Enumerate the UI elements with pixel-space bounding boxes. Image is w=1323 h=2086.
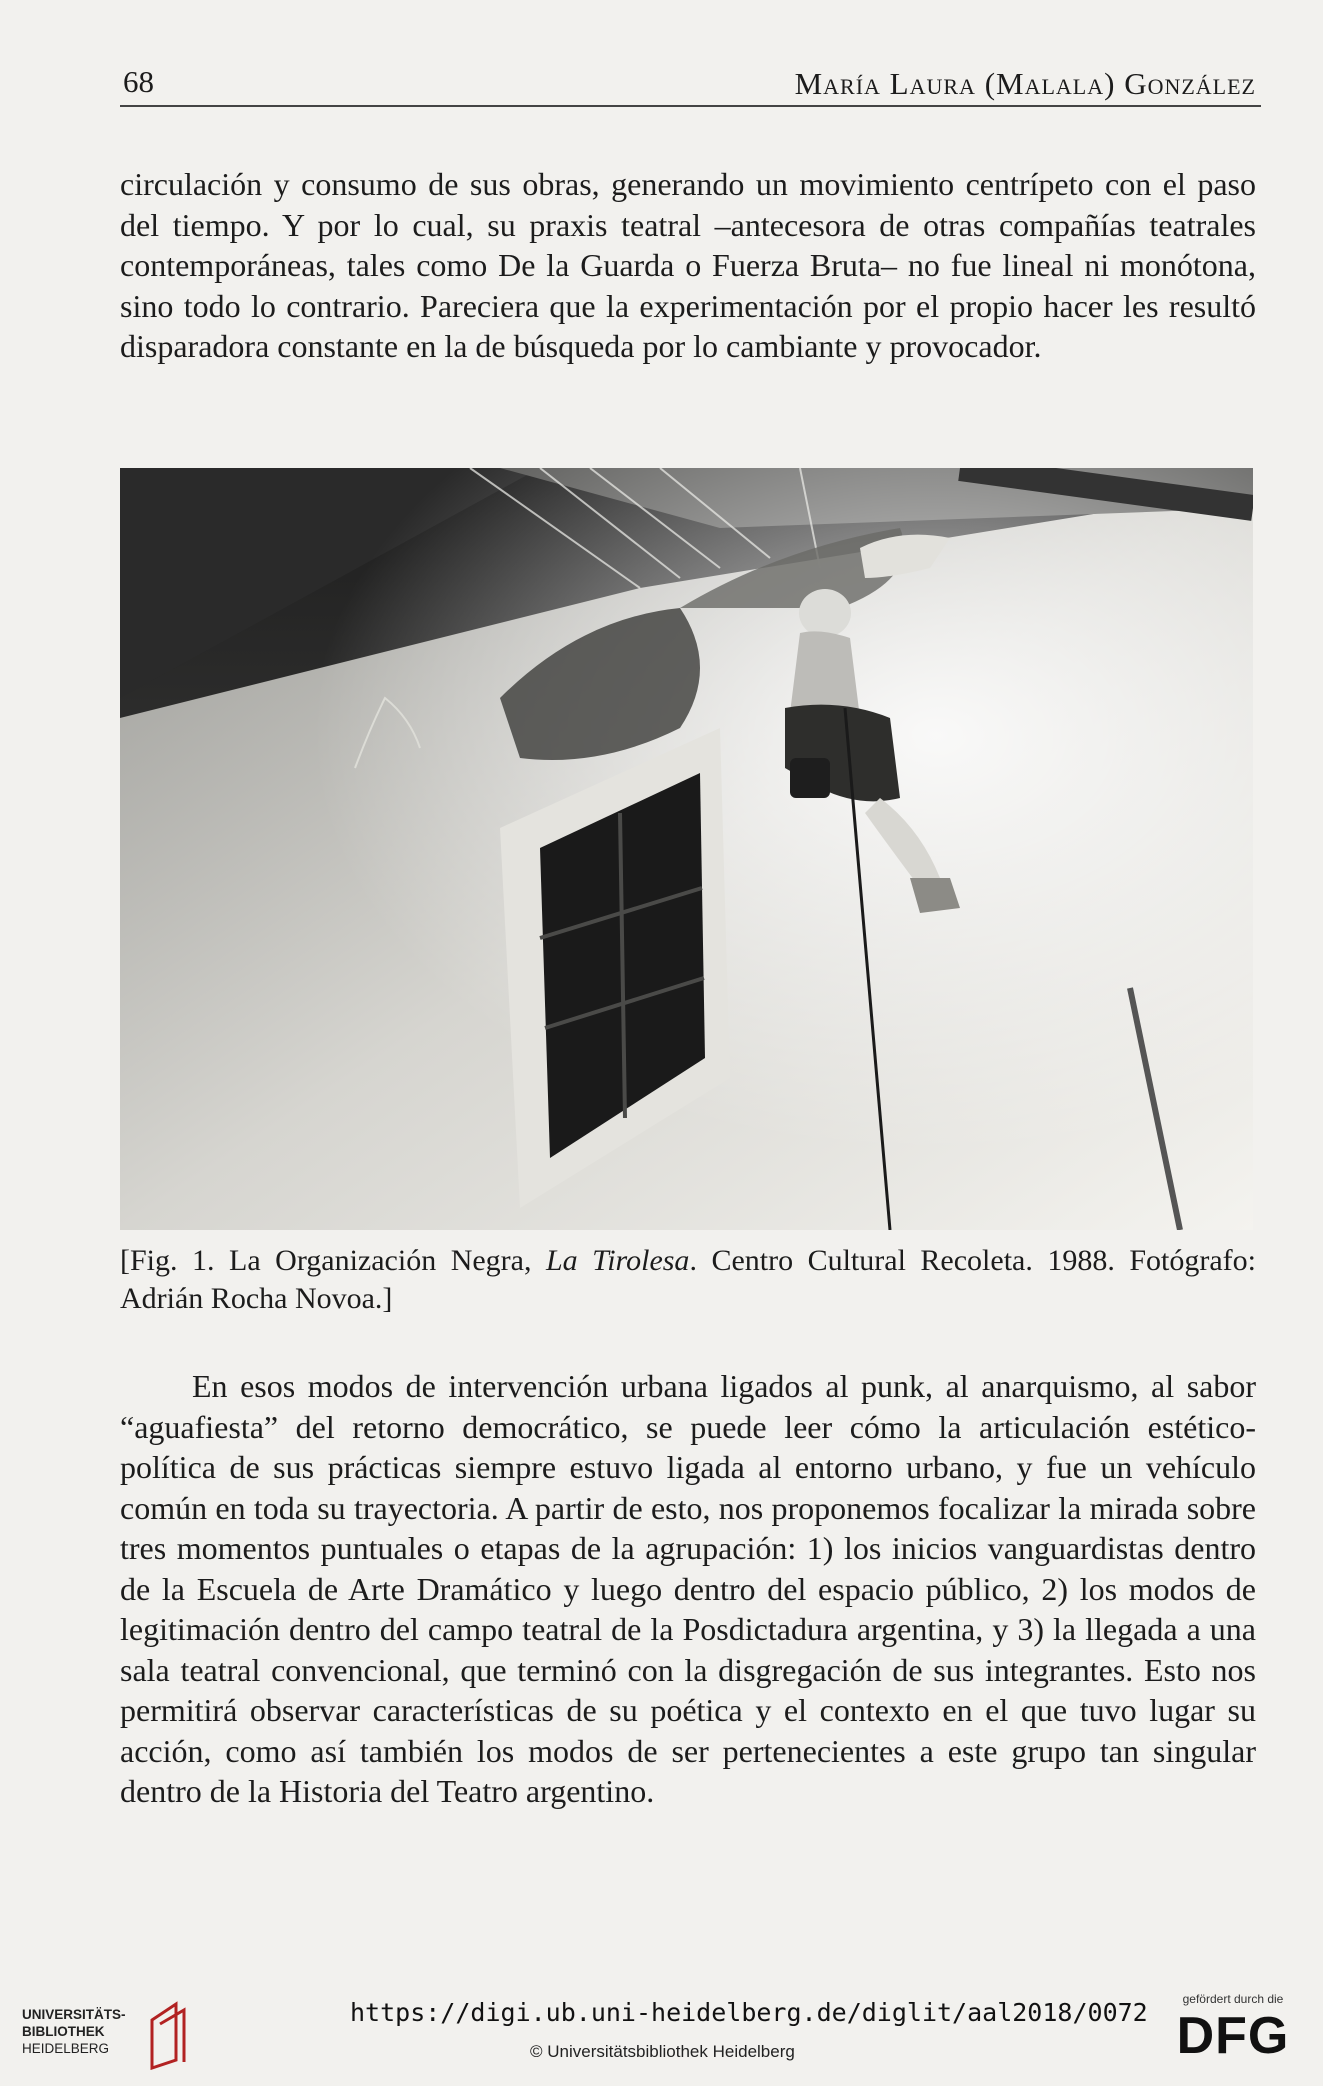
photo-illustration <box>120 468 1253 1230</box>
library-name-line1: UNIVERSITÄTS- <box>22 2007 126 2022</box>
figure-caption <box>120 1242 1256 1318</box>
dfg-logo: DFG <box>1176 2007 1290 2065</box>
footer-copyright: © Universitätsbibliothek Heidelberg <box>530 2042 795 2061</box>
page-number: 68 <box>123 64 154 99</box>
dfg-logo-block[interactable] <box>1168 1992 1298 2066</box>
library-logo[interactable] <box>22 2000 192 2078</box>
page-footer <box>0 1980 1323 2086</box>
caption-prefix: [Fig. 1. La Organización Negra, <box>120 1244 546 1277</box>
running-head: María Laura (Malala) González <box>794 66 1256 101</box>
footer-url-link[interactable]: https://digi.ub.uni-heidelberg.de/diglit/aal2018/0072 <box>350 1998 1148 2027</box>
caption-title: La Tirolesa <box>546 1244 690 1277</box>
library-name-line3: HEIDELBERG <box>22 2041 110 2056</box>
body-paragraph-1: circulación y consumo de sus obras, generando un movimiento centrípeto con el paso del tiempo. Y por lo cual, su praxis teatral –antecesora de otras compañías teatrales contemporáneas, tales como De la Guarda o Fuerza Bruta– no fue lineal ni monótona, sino todo lo contrario. Pareciera que la experimentación por el propio hacer les resultó disparadora constante en la de búsqueda por lo cambiante y provocador. <box>120 166 1256 364</box>
library-emblem-icon <box>146 2000 194 2070</box>
figure-photo <box>120 468 1253 1230</box>
funding-note: gefördert durch die <box>1182 1992 1284 2006</box>
caption-suffix: . Centro Cultural Recoleta. 1988. Fotógrafo: Adrián Rocha Novoa.] <box>120 1244 1257 1315</box>
body-paragraph-2: En esos modos de intervención urbana ligados al punk, al anarquismo, al sabor “aguafiesta” del retorno democrático, se puede leer cómo la articulación estético-política de sus prácticas siempre estuvo ligada al entorno urbano, y fue un vehículo común en toda su trayectoria. A partir de esto, nos proponemos focalizar la mirada sobre tres momentos puntuales o etapas de la agrupación: 1) los inicios vanguardistas dentro de la Escuela de Arte Dramático y luego dentro del espacio público, 2) los modos de legitimación dentro del campo teatral de la Posdictadura argentina, y 3) la llegada a una sala teatral convencional, que terminó con la disgregación de sus integrantes. Esto nos permitirá observar características de su poética y el contexto en el que tuvo lugar su acción, como así también los modos de ser pertenecientes a este grupo tan singular dentro de la Historia del Teatro argentino. <box>120 1368 1256 1809</box>
library-name <box>22 2006 126 2057</box>
library-name-line2: BIBLIOTHEK <box>22 2024 105 2039</box>
header-rule <box>120 105 1261 107</box>
